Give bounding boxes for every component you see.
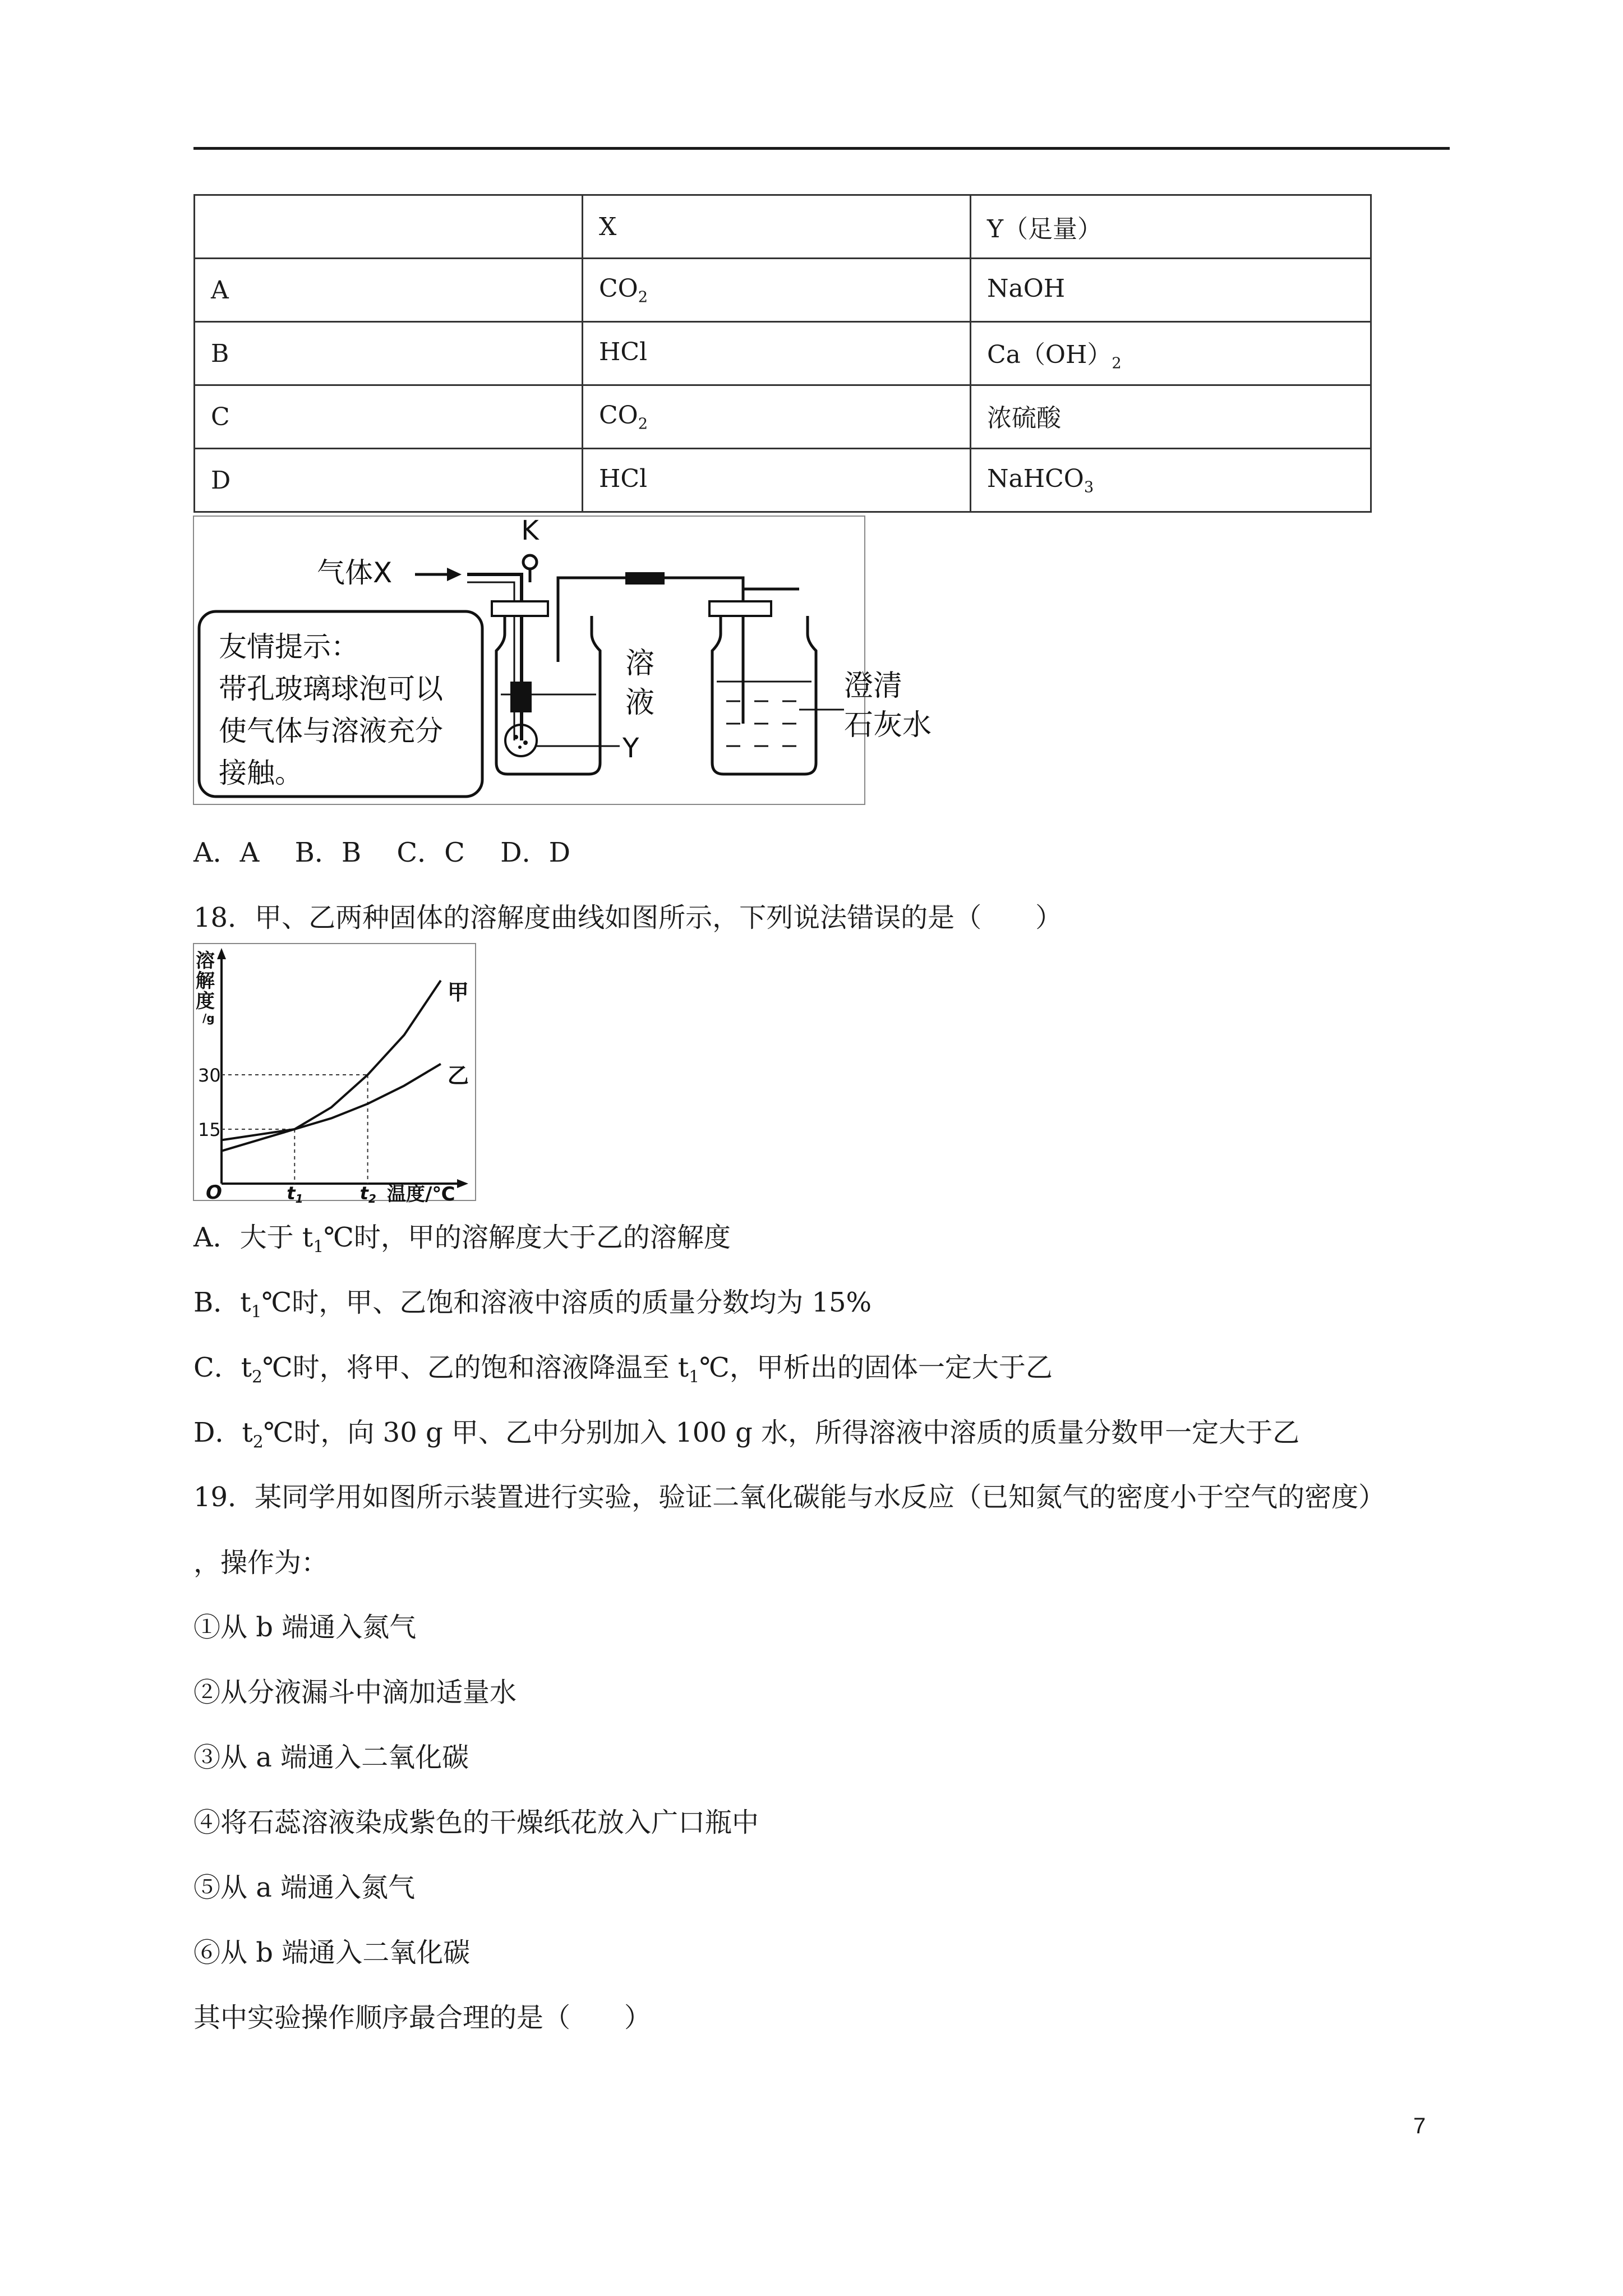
tip-line: 带孔玻璃球泡可以 xyxy=(219,673,443,705)
tip-line: 接触。 xyxy=(219,757,303,789)
table-header-cell xyxy=(195,195,583,259)
x-tick-label: t2 xyxy=(359,1182,376,1205)
row-y: $Ca(OH)_2$ xyxy=(971,322,1371,385)
table-header-cell: X xyxy=(583,195,971,259)
options-table xyxy=(193,194,1372,513)
q18-option-b: B．$t_1℃$时，甲、乙饱和溶液中溶质的质量分数均为 15% xyxy=(193,1287,872,1322)
y-axis-label: 溶解度/g xyxy=(196,950,215,1025)
q18-stem: 18．甲、乙两种固体的溶解度曲线如图所示，下列说法错误的是（ ） xyxy=(193,902,1063,933)
row-label: D xyxy=(195,449,583,512)
q18-option-c: C．$t_2℃$时，将甲、乙的饱和溶液降温至 $t_1℃$，甲析出的固体一定大于乙 xyxy=(193,1352,1053,1387)
x-axis-label: 温度/℃ xyxy=(387,1183,455,1205)
tip-line: 使气体与溶液充分 xyxy=(219,715,443,747)
row-x: HCl xyxy=(583,322,971,385)
row-x: $CO_2$ xyxy=(583,385,971,449)
valve-label: K xyxy=(521,515,539,546)
header-rule xyxy=(193,147,1450,150)
row-x: HCl xyxy=(583,449,971,512)
q19-step: ⑤从 a 端通入氮气 xyxy=(193,1872,416,1903)
q19-step: ④将石蕊溶液染成紫色的干燥纸花放入广口瓶中 xyxy=(193,1807,759,1838)
solubility-chart xyxy=(193,944,476,1205)
row-label: C xyxy=(195,385,583,449)
table-header-cell: Y（足量） xyxy=(971,195,1371,259)
x-tick-label: t1 xyxy=(287,1182,303,1205)
q19-step: ②从分液漏斗中滴加适量水 xyxy=(193,1677,517,1708)
limewater-label: 石灰水 xyxy=(844,708,932,742)
q18-option-a: A．大于 $t_1℃$时，甲的溶解度大于乙的溶解度 xyxy=(193,1222,731,1257)
y-label: Y xyxy=(623,733,639,764)
table-row xyxy=(195,322,1371,385)
gas-label: 气体X xyxy=(317,556,393,589)
row-label: B xyxy=(195,322,583,385)
q19-stem-cont: ，操作为： xyxy=(193,1547,329,1579)
table-row xyxy=(195,449,1371,512)
tip-title: 友情提示： xyxy=(219,631,359,663)
apparatus-figure xyxy=(193,515,932,804)
series-label: 乙 xyxy=(447,1063,469,1088)
row-y: NaHCO$_3$ xyxy=(971,449,1371,512)
table-row xyxy=(195,259,1371,322)
q19-step: ①从 b 端通入氮气 xyxy=(193,1612,417,1643)
row-y: 浓硫酸 xyxy=(971,385,1371,449)
q19-step: ③从 a 端通入二氧化碳 xyxy=(193,1742,469,1773)
y-tick-label: 15 xyxy=(198,1119,221,1140)
solution-label: 溶 xyxy=(625,647,655,680)
solution-label: 液 xyxy=(625,686,655,720)
row-x: $CO_2$ xyxy=(583,259,971,322)
q17-options: A．A B．B C．C D．D xyxy=(193,837,571,868)
q19-step: ⑥从 b 端通入二氧化碳 xyxy=(193,1937,471,1968)
origin-label: O xyxy=(206,1181,222,1204)
table-header-row xyxy=(195,195,1371,259)
limewater-label: 澄清 xyxy=(844,669,903,703)
page-number: 7 xyxy=(1413,2114,1426,2138)
row-y: NaOH xyxy=(971,259,1371,322)
q19-stem: 19．某同学用如图所示装置进行实验，验证二氧化碳能与水反应（已知氮气的密度小于空气的密度） xyxy=(193,1481,1386,1513)
table-row xyxy=(195,385,1371,449)
q19-question: 其中实验操作顺序最合理的是（ ） xyxy=(193,2002,652,2033)
q18-option-d: D．$t_2℃$时，向 30 g 甲、乙中分别加入 100 g 水，所得溶液中溶质的质量分数甲一定大于乙 xyxy=(193,1417,1300,1452)
y-tick-label: 30 xyxy=(198,1065,221,1086)
series-label: 甲 xyxy=(447,979,469,1005)
row-label: A xyxy=(195,259,583,322)
